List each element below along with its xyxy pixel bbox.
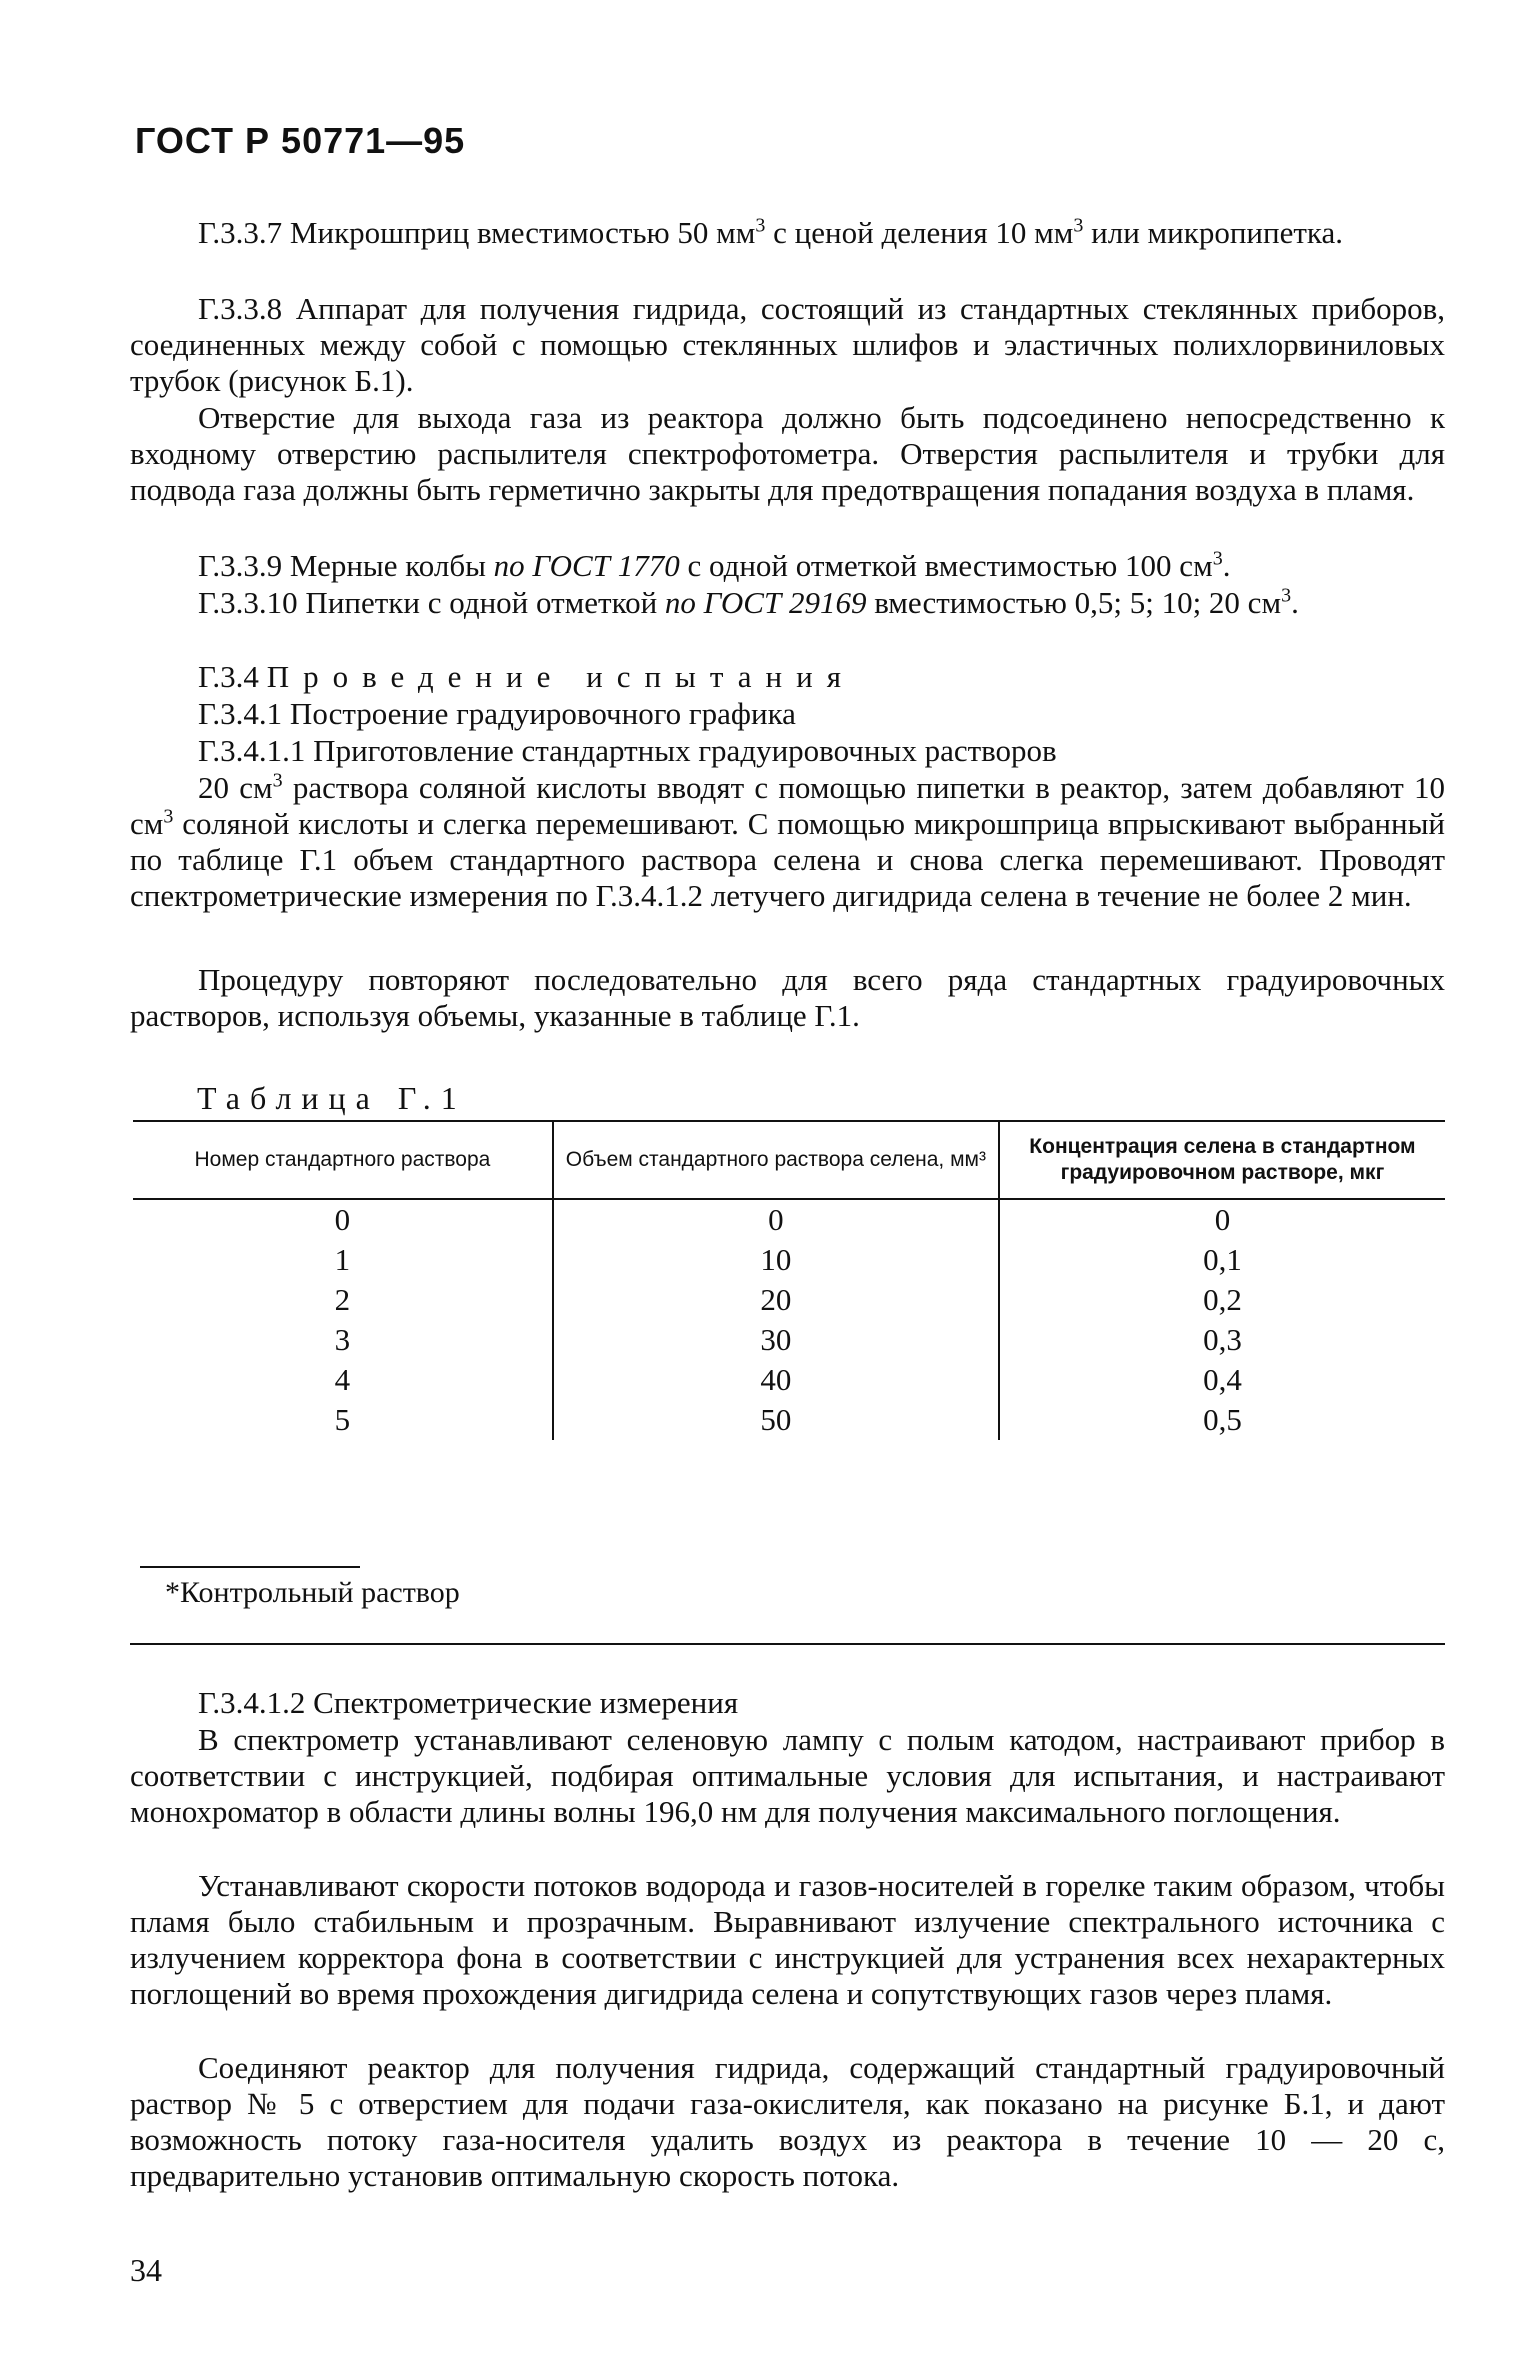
paragraph-preparation: 20 $см^3$ раствора соляной кислоты вводят с помощью пипетки в реактор, затем добавляют 10 $см^3$ соляной кислоты и слегка перемешивают. С помощью микрошприца впрыскивают выбранный по таблице Г.1 объем стандартного раствора селена и снова слегка перемешивают. Проводят спектрометрические измерения по Г.3.4.1.2 летучего дигидрида селена в течение не более 2 мин. (130, 769, 1445, 913)
cell-number: 3 (334, 1322, 351, 1357)
column-header-concentration: Концентрация селена в стандартном градуировочном растворе, мкг (999, 1121, 1445, 1199)
paragraph-gas-flow: Устанавливают скорости потоков водорода и газов-носителей в горелке таким образом, чтобы пламя было стабильным и прозрачным. Выравнивают излучение спектрального источника с излучением корректора фона в соответствии с инструкцией для устранения всех нехарактерных поглощений во время прохождения дигидрида селена и сопутствующих газов через пламя. (130, 1868, 1445, 2011)
table-row (133, 1280, 1445, 1320)
document-header: ГОСТ Р 50771—95 (135, 120, 466, 161)
heading-g3-4-1-1: Г.3.4.1.1 Приготовление стандартных градуировочных растворов (198, 733, 1057, 768)
paragraph-g3-3-10: Г.3.3.10 Пипетки с одной отметкой по ГОСТ 29169 вместимостью 0,5; 5; 10; 20 $см^3$. (198, 584, 1299, 620)
footnote-rule (140, 1566, 360, 1568)
heading-g3-4: Г.3.4 Проведение испытания (198, 659, 855, 694)
column-header-number: Номер стандартного раствора (133, 1121, 553, 1199)
paragraph-repeat: Процедуру повторяют последовательно для всего ряда стандартных градуировочных растворов, используя объемы, указанные в таблице Г.1. (130, 962, 1445, 1033)
paragraph-g3-3-9: Г.3.3.9 Мерные колбы по ГОСТ 1770 с одной отметкой вместимостью 100 $см^3$. (198, 547, 1231, 583)
table-caption: Таблица Г.1 (197, 1080, 467, 1116)
cell-number: 2 (334, 1282, 351, 1317)
cell-concentration: 0,2 (999, 1280, 1445, 1320)
cell-concentration: 0,1 (999, 1240, 1445, 1280)
table-row (133, 1360, 1445, 1400)
page-number: 34 (130, 2252, 162, 2288)
cell-concentration: 0,4 (999, 1360, 1445, 1400)
paragraph-reactor: Соединяют реактор для получения гидрида, содержащий стандартный градуировочный раствор № 5 с отверстием для подачи газа-окислителя, как показано на рисунке Б.1, и дают возможность потоку газа-носителя удалить воздух из реактора в течение 10 — 20 с, предварительно установив оптимальную скорость потока. (130, 2050, 1445, 2193)
cell-number: 4 (334, 1362, 351, 1397)
table-row (133, 1240, 1445, 1280)
cell-concentration: 0,5 (999, 1400, 1445, 1440)
cell-volume: 30 (553, 1320, 999, 1360)
cell-concentration: 0 (999, 1199, 1445, 1240)
cell-number: 0 (334, 1202, 351, 1237)
cell-number: 5 (334, 1402, 351, 1437)
cell-volume: 0 (553, 1199, 999, 1240)
cell-volume: 50 (553, 1400, 999, 1440)
table-row (133, 1320, 1445, 1360)
cell-volume: 10 (553, 1240, 999, 1280)
table-row (133, 1199, 1445, 1240)
column-header-volume: Объем стандартного раствора селена, мм³ (553, 1121, 999, 1199)
cell-number: 1 (334, 1242, 351, 1277)
heading-g3-4-1: Г.3.4.1 Построение градуировочного графика (198, 696, 796, 731)
table-g1 (133, 1120, 1445, 1440)
footnote: *Контрольный раствор (165, 1576, 460, 1609)
paragraph-spectrometer: В спектрометр устанавливают селеновую лампу с полым катодом, настраивают прибор в соответствии с инструкцией, подбирая оптимальные условия для испытания, и настраивают монохроматор в области длины волны 196,0 нм для получения максимального поглощения. (130, 1722, 1445, 1829)
cell-concentration: 0,3 (999, 1320, 1445, 1360)
paragraph-g3-3-7: Г.3.3.7 Микрошприц вместимостью 50 $мм^3$ с ценой деления 10 $мм^3$ или микропипетка. (198, 214, 1344, 250)
cell-volume: 20 (553, 1280, 999, 1320)
cell-volume: 40 (553, 1360, 999, 1400)
separator-rule (130, 1643, 1445, 1645)
paragraph-g3-3-8: Г.3.3.8 Аппарат для получения гидрида, состоящий из стандартных стеклянных приборов, соединенных между собой с помощью стеклянных шлифов и эластичных полихлорвиниловых трубок (рисунок Б.1). (130, 291, 1445, 398)
heading-g3-4-1-2: Г.3.4.1.2 Спектрометрические измерения (198, 1685, 739, 1720)
paragraph-gas-outlet: Отверстие для выхода газа из реактора должно быть подсоединено непосредственно к входному отверстию распылителя спектрофотометра. Отверстия распылителя и трубки для подвода газа должны быть герметично закрыты для предотвращения попадания воздуха в пламя. (130, 400, 1445, 507)
table-row (133, 1400, 1445, 1440)
